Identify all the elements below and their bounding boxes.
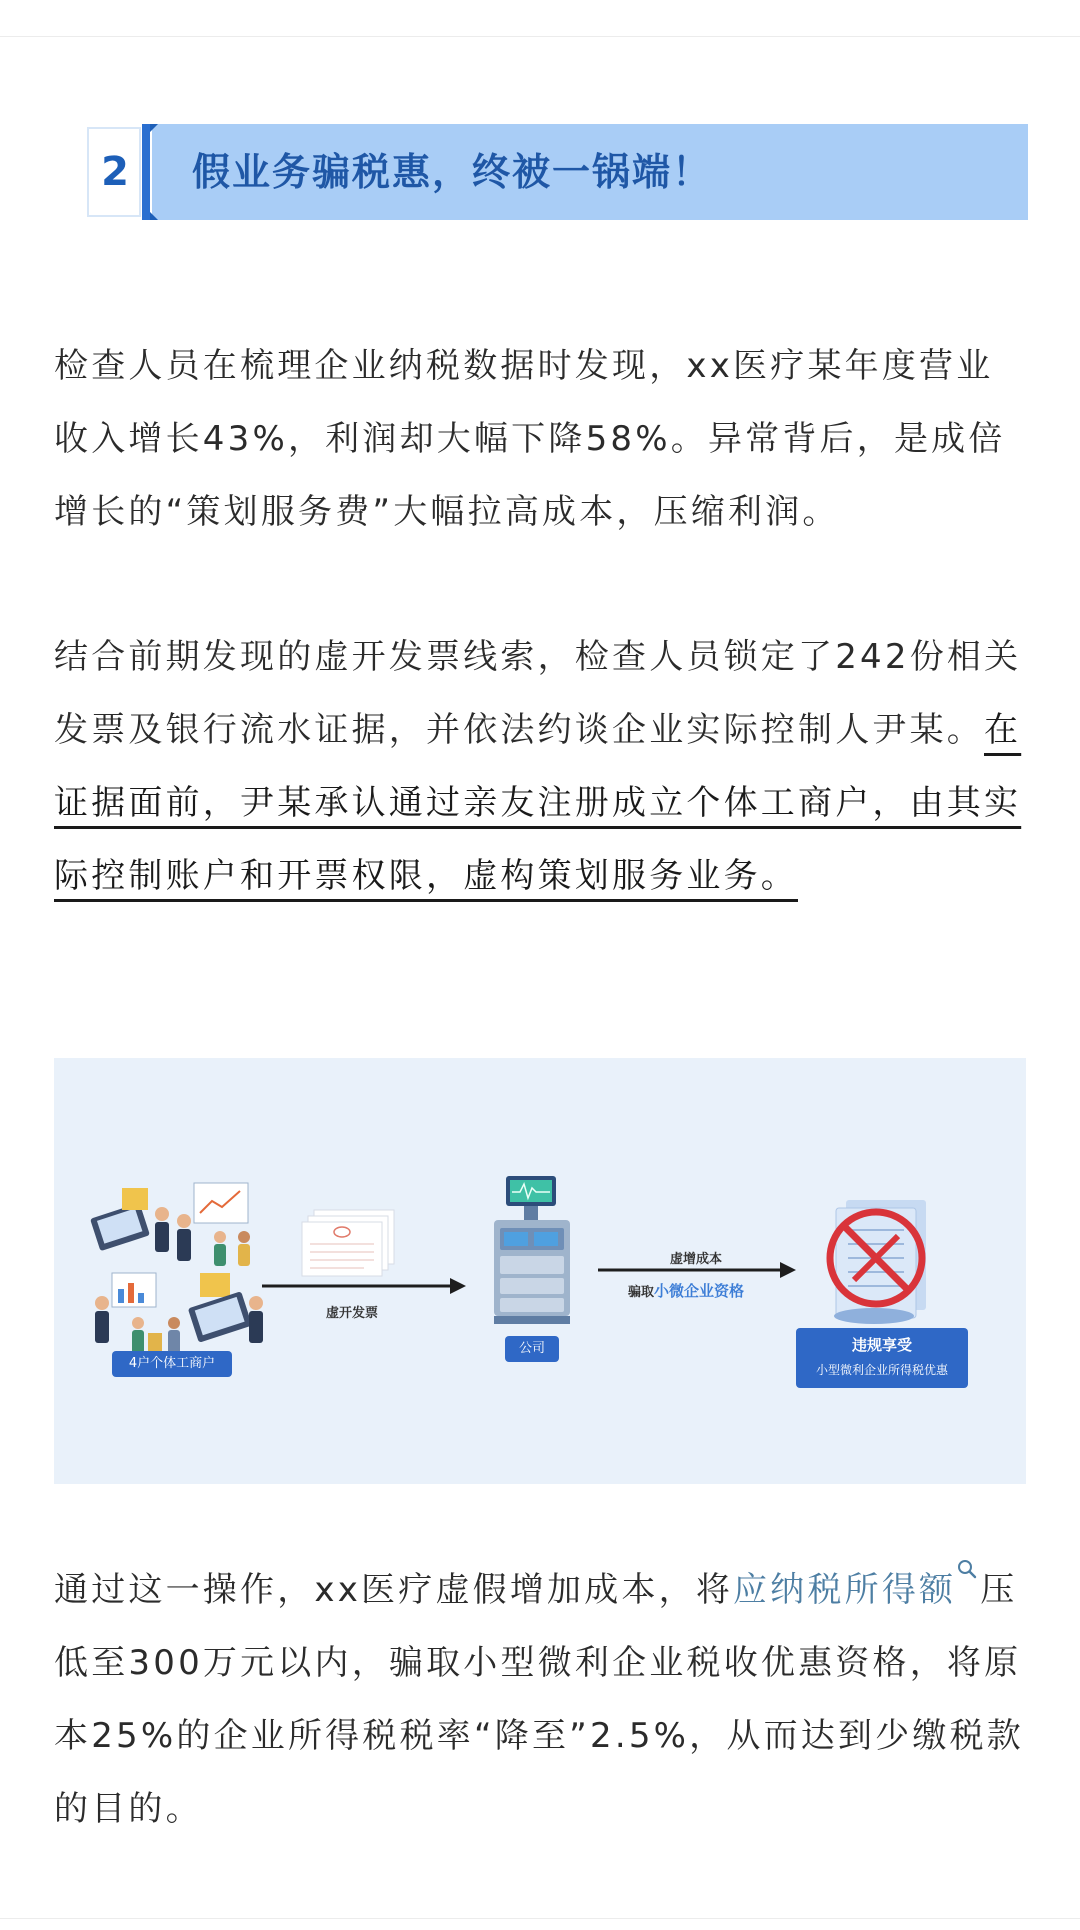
paragraph-3 bbox=[54, 1554, 1029, 1846]
paragraph-2-underlined: 在证据面前，尹某承认通过亲友注册成立个体工商户，由其实际控制账户和开票权限，虚构策划服务业务。 bbox=[54, 710, 1022, 896]
paragraph-2 bbox=[54, 621, 1029, 913]
arrow-invoices-to-company bbox=[262, 1278, 466, 1294]
paragraph-1: 检查人员在梳理企业纳税数据时发现，xx医疗某年度营业收入增长43%，利润却大幅下降58%。异常背后，是成倍增长的“策划服务费”大幅拉高成本，压缩利润。 bbox=[54, 346, 1006, 532]
business-people-illustration bbox=[90, 1183, 263, 1354]
medical-device-illustration bbox=[494, 1176, 570, 1324]
section-header bbox=[82, 124, 1028, 220]
company-label: 公司 bbox=[505, 1336, 559, 1362]
bottom-divider bbox=[0, 1918, 1080, 1919]
taxable-income-link[interactable]: 应纳税所得额 bbox=[733, 1570, 957, 1610]
paragraph-3-text-before: 通过这一操作，xx医疗虚假增加成本，将 bbox=[54, 1570, 734, 1610]
individual-businesses-label: 4户个体工商户 bbox=[112, 1351, 232, 1377]
arrow2-label-top: 虚增成本 bbox=[670, 1252, 723, 1267]
section-title: 假业务骗税惠，终被一锅端！ bbox=[192, 150, 713, 194]
arrow2-label-bottom bbox=[628, 1280, 744, 1301]
result-subtitle: 小型微利企业所得税优惠 bbox=[815, 1363, 948, 1377]
paragraph-3-text-after: 压低至300万元以内，骗取小型微利企业税收优惠资格，将原本25%的企业所得税税率“降至”2.5%，从而达到少缴税款的目的。 bbox=[54, 1570, 1024, 1829]
top-divider bbox=[0, 36, 1080, 37]
arrow2-label-prefix: 骗取 bbox=[628, 1285, 655, 1300]
result-title: 违规享受 bbox=[851, 1336, 912, 1354]
section-number-badge bbox=[82, 124, 158, 220]
invoice-illustration bbox=[302, 1210, 394, 1276]
arrow2-label-highlight: 小微企业资格 bbox=[654, 1282, 745, 1300]
paragraph-2-text: 结合前期发现的虚开发票线索，检查人员锁定了242份相关发票及银行流水证据，并依法约谈企业实际控制人尹某。 bbox=[54, 637, 1022, 750]
result-badge bbox=[796, 1328, 968, 1388]
section-number: 2 bbox=[101, 149, 129, 195]
flow-illustration bbox=[54, 1058, 1026, 1484]
arrow1-label: 虚开发票 bbox=[326, 1306, 379, 1321]
search-icon[interactable] bbox=[956, 1554, 980, 1584]
